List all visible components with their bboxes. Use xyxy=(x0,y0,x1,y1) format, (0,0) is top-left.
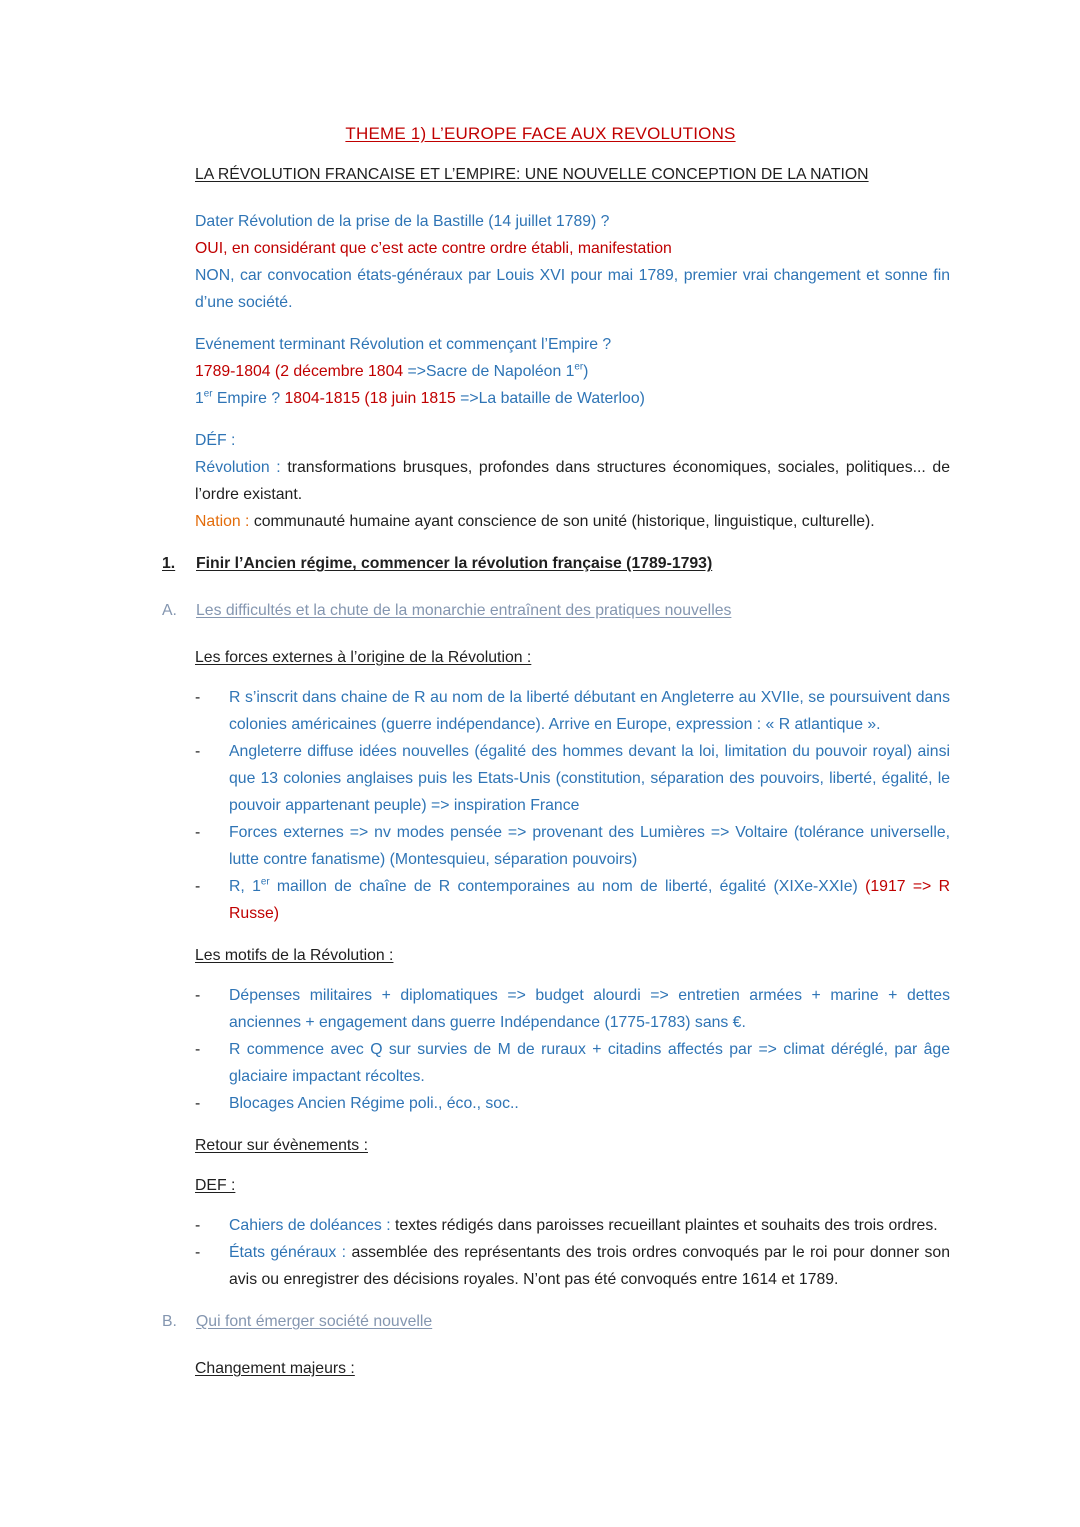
text-segment: OUI, en considérant que c’est acte contre ordre établi, manifestation xyxy=(195,240,672,257)
text-segment: Dater Révolution de la prise de la Bastille (14 juillet 1789) ? xyxy=(195,213,610,230)
text-segment: 1. xyxy=(162,555,176,572)
heading-text xyxy=(196,550,950,577)
text-segment: Révolution : xyxy=(195,459,288,476)
text-segment: maillon de chaîne de R contemporaines au nom de liberté, égalité (XIXe-XXIe) xyxy=(269,878,866,895)
bullet-marker: - xyxy=(195,689,201,706)
text-segment: Retour sur évènements : xyxy=(195,1137,368,1154)
text-segment: Angleterre diffuse idées nouvelles (égalité des hommes devant la loi, limitation du pouvoir royal) ainsi que 13 colonies anglaises puis les Etats-Unis (constitution, séparation des pouvoirs, liberté, égalité, le pouvoir appartenant peuple) => inspiration France xyxy=(229,743,950,814)
text-segment: Nation : xyxy=(195,513,254,530)
bullet-marker: - xyxy=(195,1041,201,1058)
text-segment: R, 1 xyxy=(229,878,261,895)
text-segment: Dépenses militaires + diplomatiques => budget alourdi => entretien armées + marine + dettes anciennes + engagement dans guerre Indépendance (1775-1783) sans €. xyxy=(229,987,950,1031)
paragraph-line xyxy=(195,427,950,454)
paragraph-line xyxy=(195,358,950,385)
bullet-marker: - xyxy=(195,824,201,841)
paragraph-line xyxy=(195,208,950,235)
text-segment: =>La bataille de Waterloo) xyxy=(460,390,645,407)
bullet-text xyxy=(229,1090,950,1117)
text-segment: Blocages Ancien Régime poli., éco., soc.. xyxy=(229,1095,519,1112)
text-segment: er xyxy=(203,388,213,400)
bullet-marker: - xyxy=(195,743,201,760)
text-segment: (1917 => R Russe) xyxy=(229,878,950,922)
text-segment: =>Sacre de Napoléon 1 xyxy=(407,363,575,380)
text-segment: ) xyxy=(583,363,589,380)
text-segment: Les motifs de la Révolution : xyxy=(195,947,394,964)
text-segment: Changement majeurs : xyxy=(195,1360,355,1377)
document-title xyxy=(195,120,886,147)
text-segment: NON, car convocation états-généraux par Louis XVI pour mai 1789, premier vrai changement et sonne fin d’une société. xyxy=(195,267,950,311)
main-heading xyxy=(195,161,950,188)
heading-text xyxy=(196,1308,950,1335)
paragraph-block xyxy=(195,331,950,412)
text-segment: Empire ? xyxy=(212,390,285,407)
text-segment: Cahiers de doléances : xyxy=(229,1217,395,1234)
text-segment: DÉF : xyxy=(195,432,236,449)
bullet-item xyxy=(195,1212,950,1239)
bullet-text xyxy=(229,1239,950,1293)
heading-marker xyxy=(162,550,196,577)
paragraph-block xyxy=(195,208,950,316)
text-segment: Forces externes => nv modes pensée => provenant des Lumières => Voltaire (tolérance universelle, lutte contre fanatisme) (Montesquieu, séparation pouvoirs) xyxy=(229,824,950,868)
sub-heading xyxy=(195,1132,950,1159)
text-segment: Les difficultés et la chute de la monarchie entraînent des pratiques nouvelles xyxy=(196,602,732,619)
marked-heading xyxy=(162,597,950,624)
sub-heading xyxy=(195,1355,950,1382)
text-segment: R commence avec Q sur survies de M de ruraux + citadins affectés par => climat déréglé, par âge glaciaire impactant récoltes. xyxy=(229,1041,950,1085)
heading-marker xyxy=(162,1308,196,1335)
bullet-item xyxy=(195,1090,950,1117)
bullet-item xyxy=(195,1239,950,1293)
text-segment: Les forces externes à l’origine de la Révolution : xyxy=(195,649,532,666)
text-segment: LA RÉVOLUTION FRANCAISE ET L’EMPIRE: UNE NOUVELLE CONCEPTION DE LA NATION xyxy=(195,166,869,183)
text-segment: er xyxy=(260,876,270,888)
text-segment: R s’inscrit dans chaine de R au nom de la liberté débutant en Angleterre au XVIIe, se poursuivent dans colonies américaines (guerre indépendance). Arrive en Europe, expression : « R atlantique ». xyxy=(229,689,950,733)
bullet-text xyxy=(229,1212,950,1239)
text-segment: communauté humaine ayant conscience de son unité (historique, linguistique, culturelle). xyxy=(253,513,875,530)
text-segment: transformations brusques, profondes dans structures économiques, sociales, politiques... de l’ordre existant. xyxy=(195,459,950,503)
marked-heading xyxy=(162,1308,950,1335)
bullet-text xyxy=(229,684,950,738)
paragraph-line xyxy=(195,385,950,412)
text-segment: 1789-1804 (2 décembre 1804 xyxy=(195,363,408,380)
bullet-text xyxy=(229,819,950,873)
bullet-item xyxy=(195,684,950,738)
paragraph-line xyxy=(195,454,950,508)
bullet-item xyxy=(195,982,950,1036)
bullet-marker: - xyxy=(195,1217,201,1234)
text-segment: er xyxy=(574,361,584,373)
sub-heading xyxy=(195,942,950,969)
text-segment: textes rédigés dans paroisses recueillant plaintes et souhaits des trois ordres. xyxy=(394,1217,938,1234)
text-segment: Evénement terminant Révolution et commençant l’Empire ? xyxy=(195,336,612,353)
text-segment: États généraux : xyxy=(229,1244,352,1261)
bullet-text xyxy=(229,1036,950,1090)
paragraph-line xyxy=(195,262,950,316)
bullet-item xyxy=(195,1036,950,1090)
bullet-marker: - xyxy=(195,987,201,1004)
bullet-text xyxy=(229,982,950,1036)
heading-marker xyxy=(162,597,196,624)
marked-heading xyxy=(162,550,950,577)
bullet-item xyxy=(195,873,950,927)
text-segment: 1 xyxy=(195,390,204,407)
sub-heading xyxy=(195,644,950,671)
text-segment: 1804-1815 (18 juin 1815 xyxy=(284,390,461,407)
text-segment: Qui font émerger société nouvelle xyxy=(196,1313,433,1330)
bullet-item xyxy=(195,819,950,873)
text-segment: Finir l’Ancien régime, commencer la révolution française (1789-1793) xyxy=(196,555,713,572)
bullet-marker: - xyxy=(195,1244,201,1261)
paragraph-line xyxy=(195,331,950,358)
text-segment: assemblée des représentants des trois ordres convoqués par le roi pour donner son avis ou enregistrer des décisions royales. N’ont pas été convoqués entre 1614 et 1789. xyxy=(229,1244,951,1288)
bullet-marker: - xyxy=(195,1095,201,1112)
text-segment: THEME 1) L’EUROPE FACE AUX REVOLUTIONS xyxy=(345,124,736,143)
text-segment: B. xyxy=(162,1313,177,1330)
sub-heading xyxy=(195,1172,950,1199)
bullet-list xyxy=(195,982,950,1117)
paragraph-line xyxy=(195,235,950,262)
bullet-marker: - xyxy=(195,878,201,895)
bullet-list xyxy=(195,684,950,927)
heading-text xyxy=(196,597,950,624)
paragraph-block xyxy=(195,427,950,535)
bullet-list xyxy=(195,1212,950,1293)
text-segment: A. xyxy=(162,602,177,619)
bullet-text xyxy=(229,873,950,927)
bullet-text xyxy=(229,738,950,819)
bullet-item xyxy=(195,738,950,819)
text-segment: DEF : xyxy=(195,1177,236,1194)
paragraph-line xyxy=(195,508,950,535)
